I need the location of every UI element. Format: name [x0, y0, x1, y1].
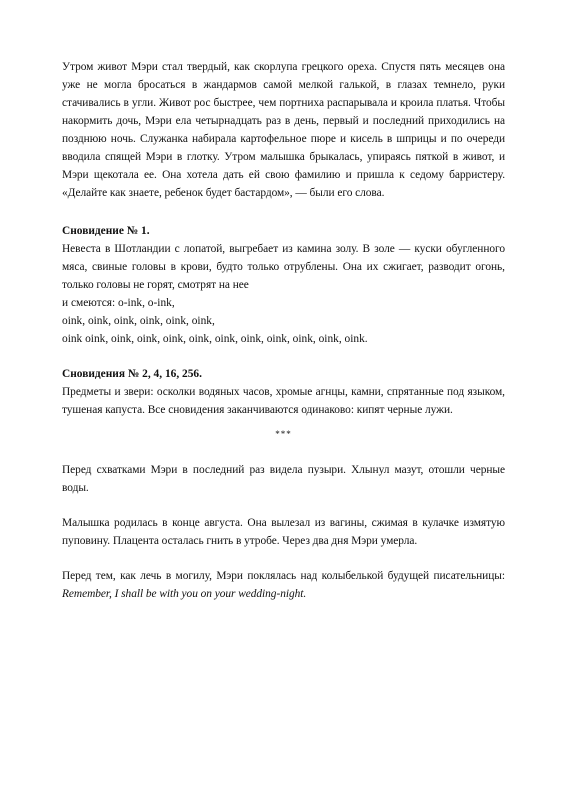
oath-quote: Remember, I shall be with you on your wedding-night.: [62, 588, 307, 600]
heading-dream-1: Сновидение № 1.: [62, 225, 150, 237]
oath-text: Перед тем, как лечь в могилу, Мэри поклялась над колыбелькой будущей писательницы:: [62, 570, 505, 582]
paragraph-pregnancy: Утром живот Мэри стал твердый, как скорлупа грецкого ореха. Спустя пять месяцев она уже не могла бросаться в жандармов самой мелкой галькой, в глазах темнело, руки стачивались в угли. Живот рос быстрее, чем портниха распарывала и кроила платья. Чтобы накормить дочь, Мэри ела четырнадцать раз в день, первый и последний приходились на позднюю ночь. Служанка набирала картофельное пюре и кисель в шприцы и по очереди вводила спящей Мэри в глотку. Утром малышка брыкалась, упираясь пяткой в живот, и Мэри щекотала ее. Она хотела дать ей свою фамилию и пришла к седому барристеру. «Делайте как знаете, ребенок будет бастардом», — были его слова.: [62, 61, 505, 199]
line-oink-1: и смеются: o-ink, o-ink,: [62, 297, 175, 309]
paragraph-birth: Малышка родилась в конце августа. Она вылезал из вагины, сжимая в кулачке измятую пуповину. Плацента осталась гнить в утробе. Через два дня Мэри умерла.: [62, 517, 505, 547]
line-oink-2: oink, oink, oink, oink, oink, oink,: [62, 315, 215, 327]
section-separator: ***: [275, 429, 292, 439]
paragraph-dream-1: Невеста в Шотландии с лопатой, выгребает из камина золу. В золе — куски обугленного мяса, свиные головы в крови, будто только отрублены. Она их сжигает, разводит огонь, только головы не горят, смотрят на нее: [62, 243, 505, 291]
paragraph-contractions: Перед схватками Мэри в последний раз видела пузыри. Хлынул мазут, отошли черные воды.: [62, 464, 505, 494]
paragraph-dreams-2: Предметы и звери: осколки водяных часов, хромые агнцы, камни, спрятанные под языком, тушеная капуста. Все сновидения заканчиваются одинаково: кипят черные лужи.: [62, 386, 505, 416]
paragraph-oath: [62, 567, 505, 603]
line-oink-3: oink oink, oink, oink, oink, oink, oink, oink, oink, oink, oink, oink.: [62, 333, 368, 345]
heading-dreams-2: Сновидения № 2, 4, 16, 256.: [62, 368, 202, 380]
